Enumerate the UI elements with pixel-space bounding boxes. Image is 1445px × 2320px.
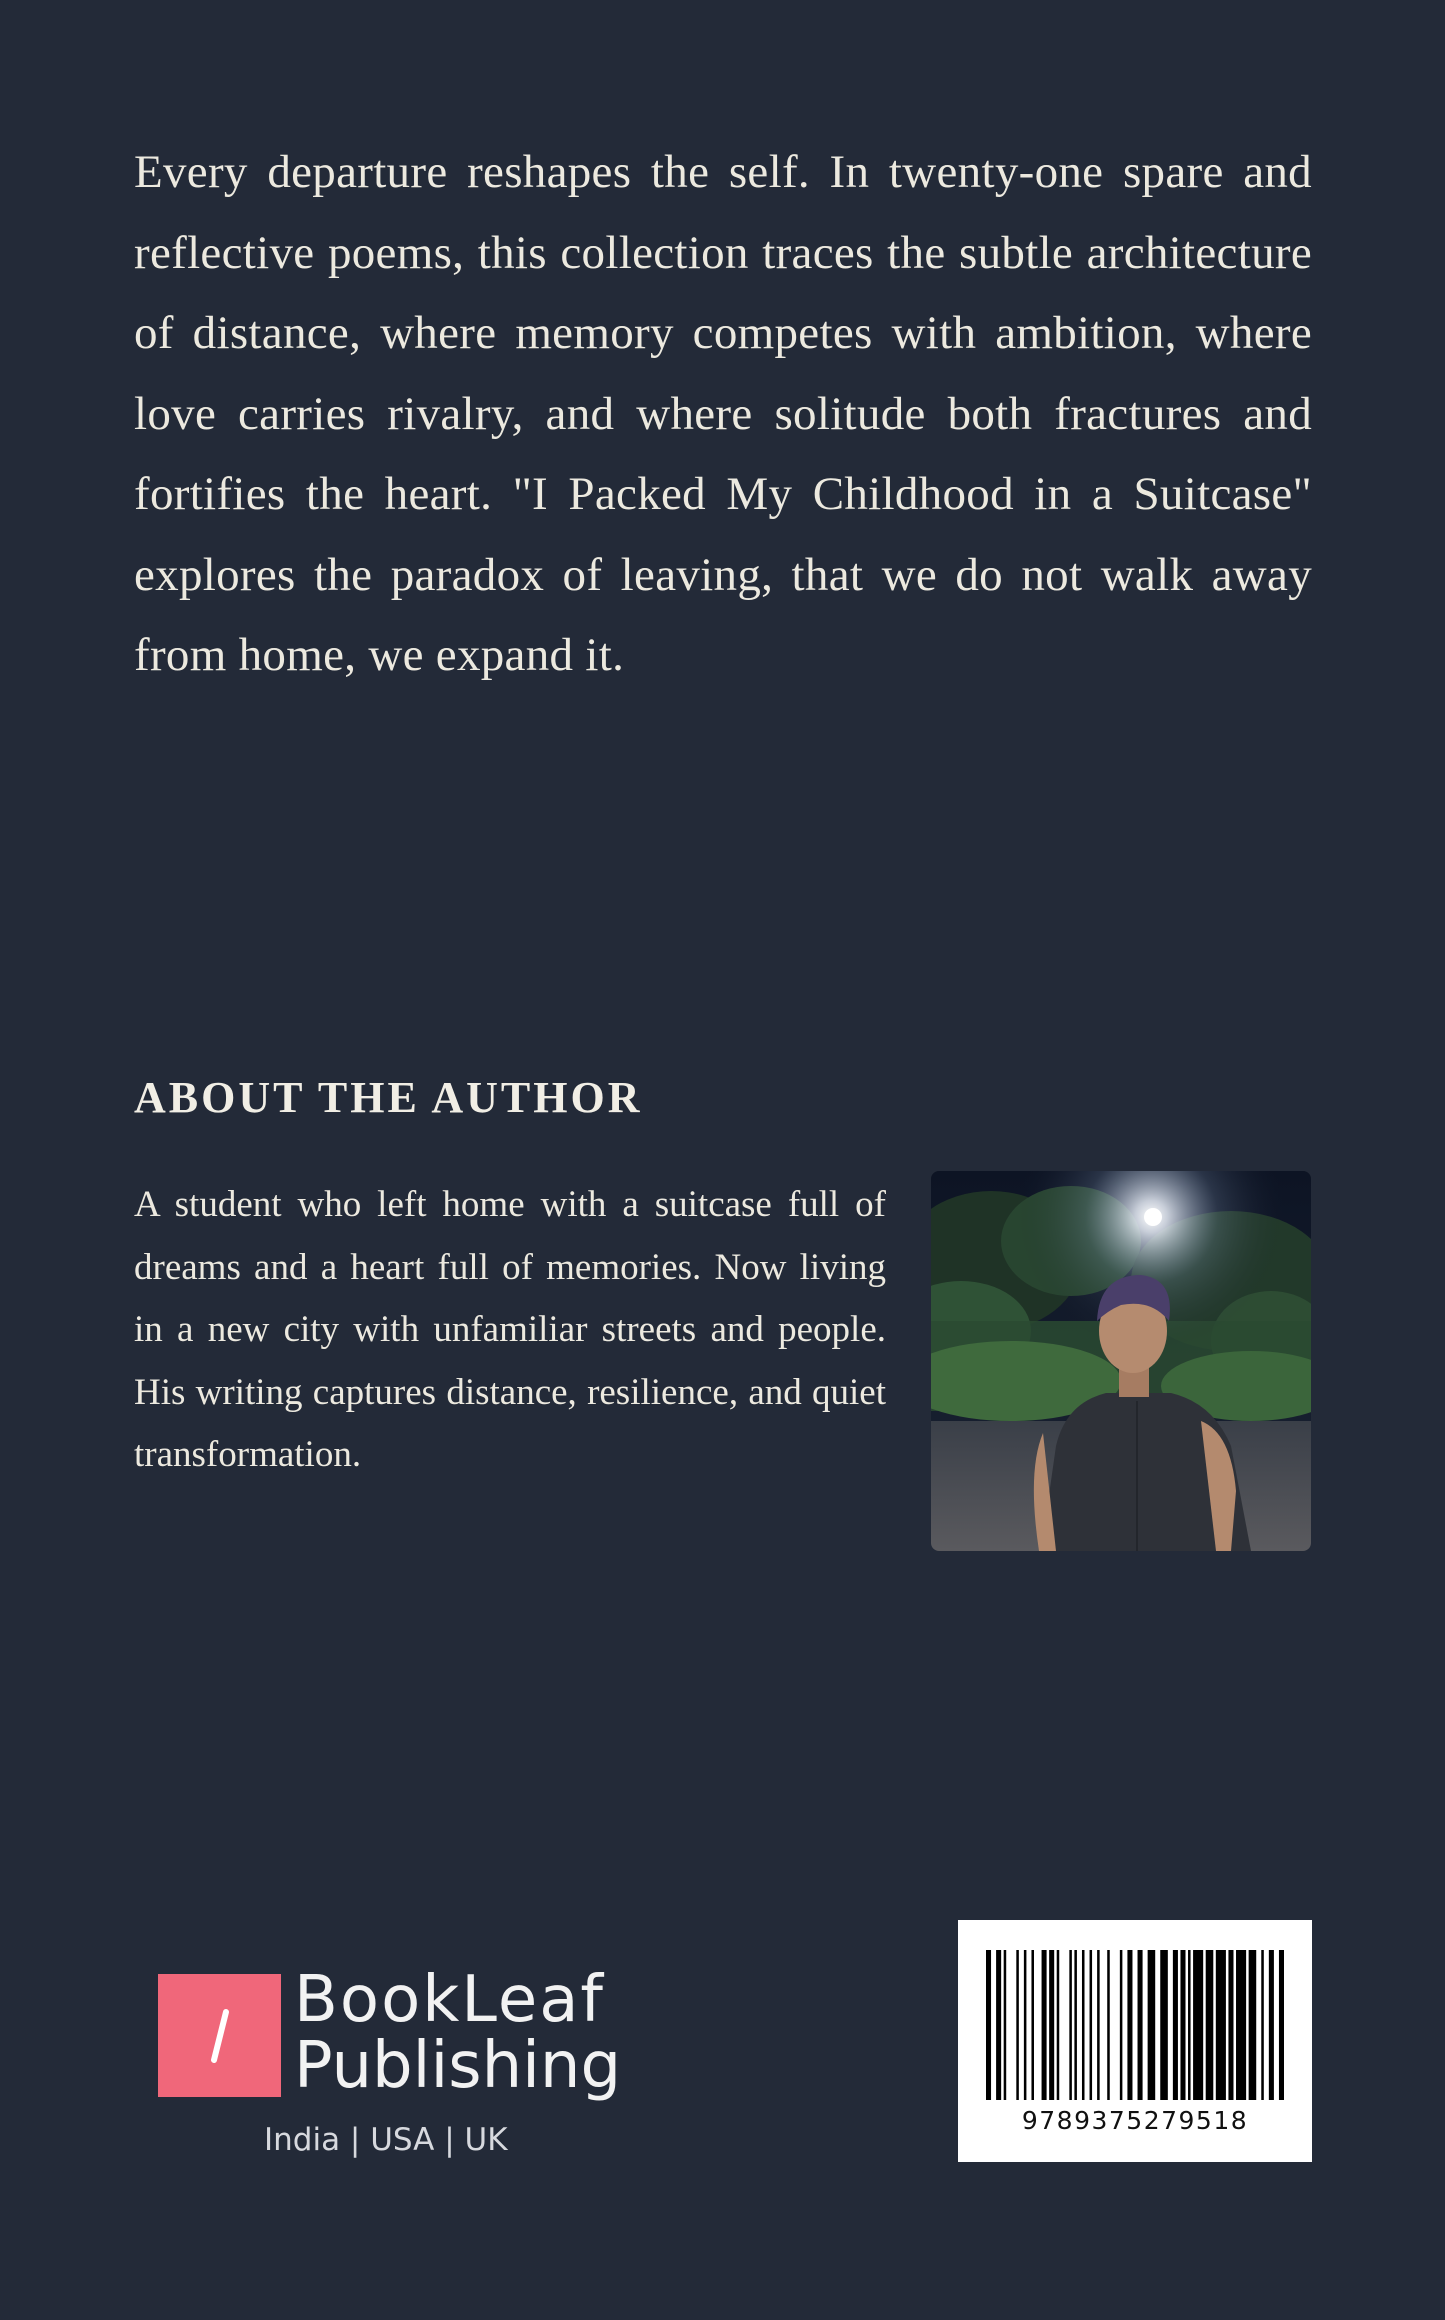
barcode-bars	[986, 1950, 1284, 2100]
author-bio: A student who left home with a suitcase full of dreams and a heart full of memories. Now living in a new city with unfamiliar streets and people. His writing captures distance, resilience, and quiet transformation.	[134, 1184, 886, 1475]
barcode-bar	[1120, 1950, 1123, 2100]
blurb-text: Every departure reshapes the self. In twenty-one spare and reflective poems, this collection traces the subtle architecture of distance, where memory competes with ambition, where love carries rivalry, and where solitude both fractures and fortifies the heart. "I Packed My Childhood in a Suitcase" explores the paradox of leaving, that we do not walk away from home, we expand it.	[134, 146, 1312, 681]
barcode-bar	[1228, 1950, 1233, 2100]
barcode-bar	[1249, 1950, 1257, 2100]
barcode-bar	[986, 1950, 991, 2100]
barcode-bar	[1097, 1950, 1100, 2100]
barcode-bar	[1160, 1950, 1168, 2100]
barcode-bar	[1138, 1950, 1143, 2100]
barcode-bar	[1016, 1950, 1019, 2100]
barcode-bar	[1004, 1950, 1007, 2100]
barcode-bar	[1216, 1950, 1226, 2100]
barcode-bar	[1206, 1950, 1214, 2100]
barcode-bar	[1074, 1950, 1077, 2100]
leaf-slash-icon	[158, 1974, 281, 2097]
barcode-bar	[996, 1950, 1001, 2100]
barcode-bar	[1031, 1950, 1034, 2100]
barcode-bar	[1082, 1950, 1085, 2100]
barcode-bar	[1180, 1950, 1185, 2100]
barcode-bar	[1193, 1950, 1203, 2100]
barcode-bar	[1236, 1950, 1246, 2100]
barcode-bar	[1024, 1950, 1027, 2100]
publisher-name-line1: BookLeaf	[294, 1963, 605, 2037]
barcode-bar	[1069, 1950, 1072, 2100]
publisher-regions: India | USA | UK	[264, 2122, 508, 2158]
about-author-heading: ABOUT THE AUTHOR	[134, 1073, 643, 1122]
barcode-bar	[1269, 1950, 1274, 2100]
barcode-bar	[1173, 1950, 1178, 2100]
barcode-bar	[1127, 1950, 1132, 2100]
barcode-bar	[1279, 1950, 1284, 2100]
publisher-logo	[158, 1963, 622, 2158]
isbn-number: 9789375279518	[1021, 2106, 1249, 2135]
isbn-barcode	[958, 1920, 1312, 2162]
barcode-bar	[1090, 1950, 1093, 2100]
barcode-bar	[1042, 1950, 1047, 2100]
publisher-name-line2: Publishing	[294, 2029, 622, 2103]
barcode-bar	[1261, 1950, 1264, 2100]
barcode-bar	[1148, 1950, 1156, 2100]
barcode-bar	[1057, 1950, 1060, 2100]
barcode-bar	[1188, 1950, 1191, 2100]
author-photo	[931, 1171, 1311, 1551]
barcode-bar	[1049, 1950, 1054, 2100]
barcode-bar	[1107, 1950, 1110, 2100]
